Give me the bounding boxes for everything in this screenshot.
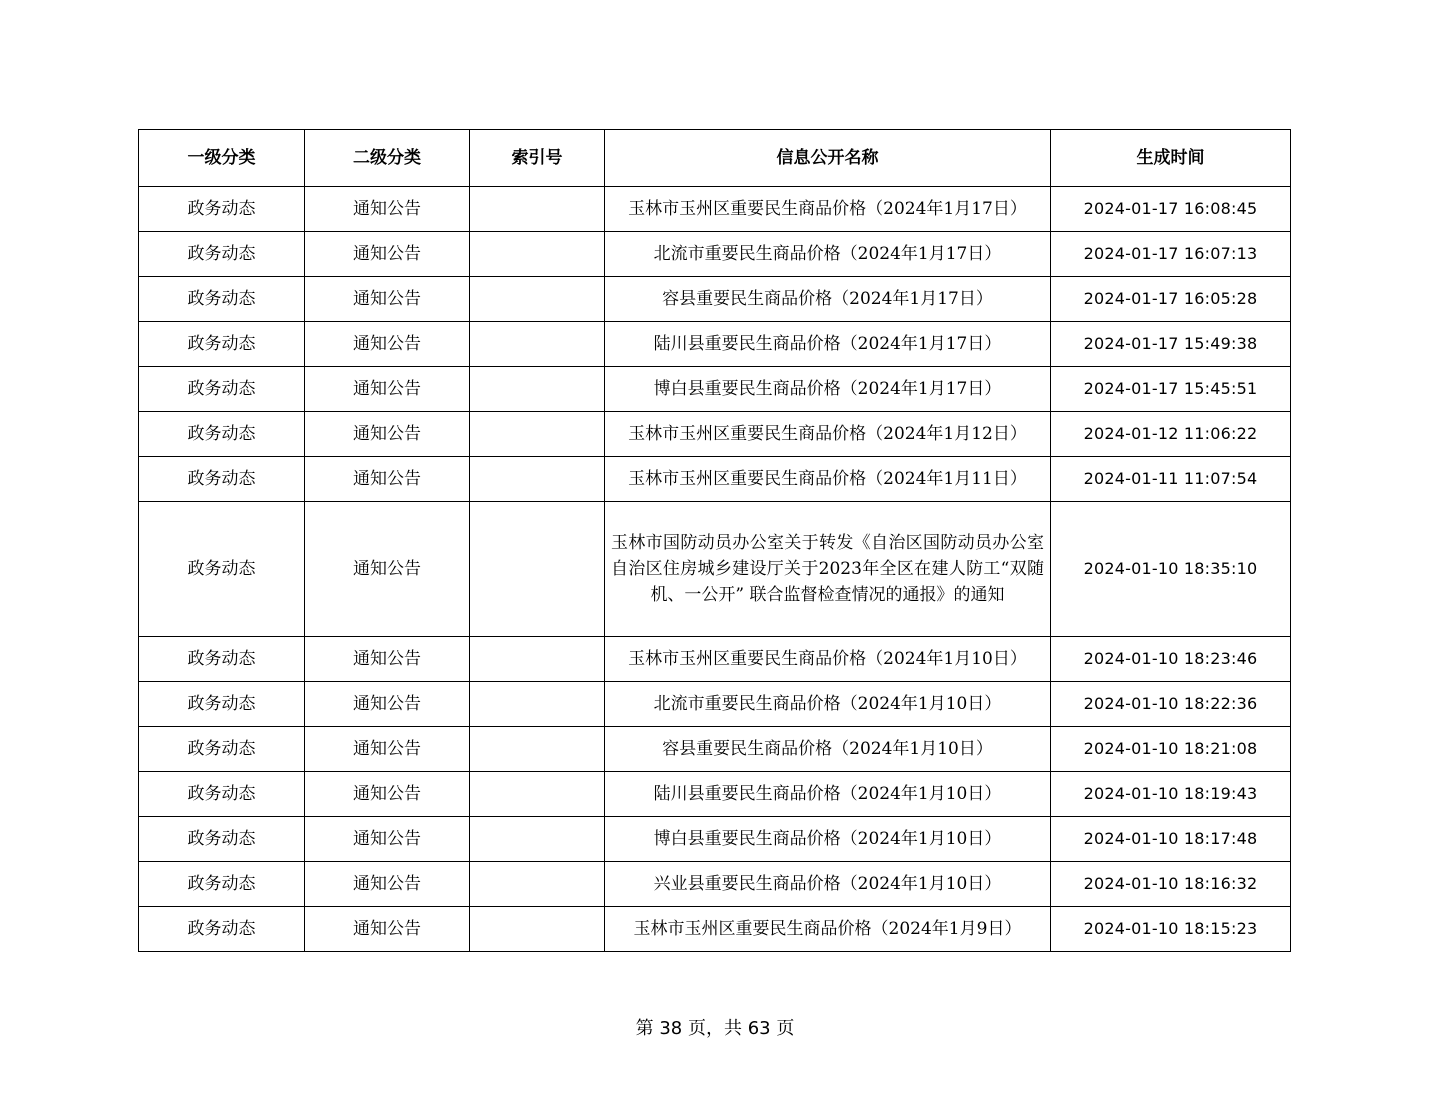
header-category-1: 一级分类 (139, 130, 305, 187)
table-row (139, 457, 1291, 502)
cell-category-2: 通知公告 (305, 457, 470, 502)
cell-created-time: 2024-01-17 15:49:38 (1051, 322, 1291, 367)
cell-title: 北流市重要民生商品价格（2024年1月10日） (605, 682, 1051, 727)
cell-category-1: 政务动态 (139, 727, 305, 772)
current-page-number: 38 (659, 1018, 683, 1039)
footer-prefix: 第 (635, 1018, 654, 1039)
cell-index-number (470, 772, 605, 817)
cell-created-time: 2024-01-10 18:15:23 (1051, 907, 1291, 952)
info-disclosure-table (138, 129, 1291, 952)
cell-index-number (470, 232, 605, 277)
cell-title: 容县重要民生商品价格（2024年1月10日） (605, 727, 1051, 772)
table-row (139, 907, 1291, 952)
cell-category-1: 政务动态 (139, 637, 305, 682)
header-index-number: 索引号 (470, 130, 605, 187)
cell-category-2: 通知公告 (305, 637, 470, 682)
cell-category-2: 通知公告 (305, 682, 470, 727)
cell-category-2: 通知公告 (305, 367, 470, 412)
cell-created-time: 2024-01-10 18:23:46 (1051, 637, 1291, 682)
page-footer (0, 1014, 1430, 1040)
cell-title: 玉林市玉州区重要民生商品价格（2024年1月12日） (605, 412, 1051, 457)
cell-created-time: 2024-01-17 15:45:51 (1051, 367, 1291, 412)
cell-index-number (470, 727, 605, 772)
cell-title: 北流市重要民生商品价格（2024年1月17日） (605, 232, 1051, 277)
table-row (139, 682, 1291, 727)
cell-created-time: 2024-01-10 18:21:08 (1051, 727, 1291, 772)
cell-created-time: 2024-01-10 18:35:10 (1051, 502, 1291, 637)
cell-category-1: 政务动态 (139, 682, 305, 727)
cell-index-number (470, 277, 605, 322)
header-category-2: 二级分类 (305, 130, 470, 187)
cell-index-number (470, 412, 605, 457)
cell-title: 陆川县重要民生商品价格（2024年1月17日） (605, 322, 1051, 367)
cell-category-1: 政务动态 (139, 277, 305, 322)
cell-created-time: 2024-01-11 11:07:54 (1051, 457, 1291, 502)
cell-index-number (470, 322, 605, 367)
cell-category-1: 政务动态 (139, 367, 305, 412)
cell-category-1: 政务动态 (139, 817, 305, 862)
cell-category-1: 政务动态 (139, 772, 305, 817)
total-page-count: 63 (747, 1018, 771, 1039)
table-header (139, 130, 1291, 187)
cell-created-time: 2024-01-10 18:22:36 (1051, 682, 1291, 727)
cell-category-2: 通知公告 (305, 187, 470, 232)
table-row (139, 817, 1291, 862)
cell-created-time: 2024-01-10 18:16:32 (1051, 862, 1291, 907)
table-row (139, 862, 1291, 907)
table-row (139, 727, 1291, 772)
header-title: 信息公开名称 (605, 130, 1051, 187)
cell-category-1: 政务动态 (139, 232, 305, 277)
cell-title: 博白县重要民生商品价格（2024年1月10日） (605, 817, 1051, 862)
cell-index-number (470, 682, 605, 727)
cell-created-time: 2024-01-17 16:08:45 (1051, 187, 1291, 232)
cell-title: 容县重要民生商品价格（2024年1月17日） (605, 277, 1051, 322)
table-row (139, 502, 1291, 637)
cell-index-number (470, 187, 605, 232)
cell-created-time: 2024-01-17 16:05:28 (1051, 277, 1291, 322)
header-created-time: 生成时间 (1051, 130, 1291, 187)
cell-title: 陆川县重要民生商品价格（2024年1月10日） (605, 772, 1051, 817)
cell-title: 兴业县重要民生商品价格（2024年1月10日） (605, 862, 1051, 907)
table-row (139, 412, 1291, 457)
cell-index-number (470, 637, 605, 682)
cell-category-1: 政务动态 (139, 187, 305, 232)
cell-category-2: 通知公告 (305, 322, 470, 367)
cell-title: 玉林市玉州区重要民生商品价格（2024年1月11日） (605, 457, 1051, 502)
cell-index-number (470, 862, 605, 907)
cell-category-2: 通知公告 (305, 412, 470, 457)
cell-category-1: 政务动态 (139, 322, 305, 367)
cell-category-2: 通知公告 (305, 727, 470, 772)
cell-category-1: 政务动态 (139, 412, 305, 457)
cell-category-2: 通知公告 (305, 907, 470, 952)
cell-category-2: 通知公告 (305, 502, 470, 637)
cell-title: 玉林市玉州区重要民生商品价格（2024年1月9日） (605, 907, 1051, 952)
header-row (139, 130, 1291, 187)
cell-title: 玉林市国防动员办公室关于转发《自治区国防动员办公室自治区住房城乡建设厅关于2023年全区在建人防工“双随机、一公开” 联合监督检查情况的通报》的通知 (605, 502, 1051, 637)
table-row (139, 187, 1291, 232)
table-body (139, 187, 1291, 952)
table-row (139, 772, 1291, 817)
cell-category-2: 通知公告 (305, 772, 470, 817)
table-row (139, 322, 1291, 367)
cell-index-number (470, 457, 605, 502)
cell-category-2: 通知公告 (305, 232, 470, 277)
table-row (139, 637, 1291, 682)
cell-category-2: 通知公告 (305, 862, 470, 907)
cell-created-time: 2024-01-10 18:17:48 (1051, 817, 1291, 862)
cell-title: 玉林市玉州区重要民生商品价格（2024年1月10日） (605, 637, 1051, 682)
cell-created-time: 2024-01-12 11:06:22 (1051, 412, 1291, 457)
cell-category-1: 政务动态 (139, 907, 305, 952)
cell-category-1: 政务动态 (139, 862, 305, 907)
table-row (139, 232, 1291, 277)
table-row (139, 367, 1291, 412)
cell-category-2: 通知公告 (305, 817, 470, 862)
cell-title: 博白县重要民生商品价格（2024年1月17日） (605, 367, 1051, 412)
cell-index-number (470, 817, 605, 862)
cell-index-number (470, 367, 605, 412)
cell-created-time: 2024-01-10 18:19:43 (1051, 772, 1291, 817)
footer-suffix: 页 (776, 1018, 795, 1039)
cell-index-number (470, 907, 605, 952)
cell-category-1: 政务动态 (139, 502, 305, 637)
cell-title: 玉林市玉州区重要民生商品价格（2024年1月17日） (605, 187, 1051, 232)
cell-category-2: 通知公告 (305, 277, 470, 322)
footer-middle: 页，共 (688, 1018, 742, 1039)
cell-index-number (470, 502, 605, 637)
cell-category-1: 政务动态 (139, 457, 305, 502)
table-row (139, 277, 1291, 322)
cell-created-time: 2024-01-17 16:07:13 (1051, 232, 1291, 277)
